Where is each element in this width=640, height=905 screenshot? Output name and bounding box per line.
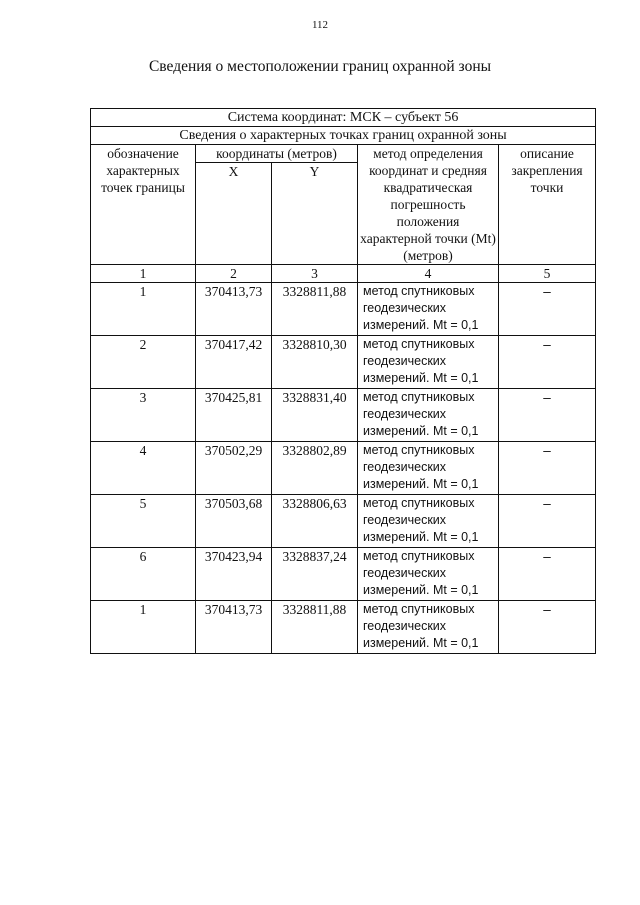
- method-cell: [358, 601, 499, 654]
- method-line: метод спутниковых: [363, 284, 475, 298]
- method-line: геодезических: [363, 301, 447, 315]
- point-description-cell: –: [499, 389, 596, 442]
- x-coordinate-cell: 370423,94: [196, 548, 272, 601]
- method-line: измерений. Mt = 0,1: [363, 424, 479, 438]
- method-cell: [358, 389, 499, 442]
- x-coordinate-cell: 370503,68: [196, 495, 272, 548]
- column-number-row: [91, 265, 596, 283]
- point-designation-cell: 3: [91, 389, 196, 442]
- y-coordinate-cell: 3328837,24: [272, 548, 358, 601]
- method-line: измерений. Mt = 0,1: [363, 530, 479, 544]
- point-designation-cell: 4: [91, 442, 196, 495]
- method-line: метод спутниковых: [363, 390, 475, 404]
- table-row: [91, 548, 596, 601]
- column-number: 4: [358, 265, 499, 283]
- table-row: [91, 495, 596, 548]
- method-line: измерений. Mt = 0,1: [363, 477, 479, 491]
- method-line: геодезических: [363, 407, 447, 421]
- column-number: 1: [91, 265, 196, 283]
- y-coordinate-cell: 3328806,63: [272, 495, 358, 548]
- point-description-cell: –: [499, 548, 596, 601]
- boundary-points-table: [90, 108, 596, 654]
- method-line: измерений. Mt = 0,1: [363, 583, 479, 597]
- point-designation-cell: 6: [91, 548, 196, 601]
- header-row: [91, 145, 596, 163]
- x-coordinate-cell: 370502,29: [196, 442, 272, 495]
- column-number: 5: [499, 265, 596, 283]
- x-coordinate-cell: 370413,73: [196, 601, 272, 654]
- method-cell: [358, 336, 499, 389]
- point-designation-cell: 1: [91, 283, 196, 336]
- point-designation-cell: 2: [91, 336, 196, 389]
- column-number: 3: [272, 265, 358, 283]
- coord-system-cell: Система координат: МСК – субъект 56: [91, 109, 596, 127]
- point-description-cell: –: [499, 336, 596, 389]
- header-designation: обозначение характерных точек границы: [91, 145, 196, 265]
- point-description-cell: –: [499, 442, 596, 495]
- table-row: [91, 601, 596, 654]
- method-cell: [358, 442, 499, 495]
- x-coordinate-cell: 370413,73: [196, 283, 272, 336]
- table-row: [91, 283, 596, 336]
- header-x: X: [196, 163, 272, 265]
- table-subtitle-cell: Сведения о характерных точках границ охранной зоны: [91, 127, 596, 145]
- header-y: Y: [272, 163, 358, 265]
- table-row: [91, 389, 596, 442]
- method-line: метод спутниковых: [363, 496, 475, 510]
- y-coordinate-cell: 3328802,89: [272, 442, 358, 495]
- method-line: геодезических: [363, 619, 447, 633]
- method-line: измерений. Mt = 0,1: [363, 636, 479, 650]
- method-line: метод спутниковых: [363, 443, 475, 457]
- method-cell: [358, 283, 499, 336]
- coord-system-row: [91, 109, 596, 127]
- column-number: 2: [196, 265, 272, 283]
- x-coordinate-cell: 370425,81: [196, 389, 272, 442]
- header-coordinates: координаты (метров): [196, 145, 358, 163]
- method-line: геодезических: [363, 460, 447, 474]
- method-line: метод спутниковых: [363, 337, 475, 351]
- method-cell: [358, 495, 499, 548]
- point-designation-cell: 5: [91, 495, 196, 548]
- header-method: метод определения координат и средняя квадратическая погрешность положения характерной точки (Mt) (метров): [358, 145, 499, 265]
- y-coordinate-cell: 3328831,40: [272, 389, 358, 442]
- method-line: геодезических: [363, 354, 447, 368]
- point-description-cell: –: [499, 495, 596, 548]
- subtitle-row: [91, 127, 596, 145]
- point-description-cell: –: [499, 601, 596, 654]
- document-title: Сведения о местоположении границ охранной зоны: [148, 58, 492, 75]
- method-line: метод спутниковых: [363, 549, 475, 563]
- method-cell: [358, 548, 499, 601]
- method-line: геодезических: [363, 566, 447, 580]
- method-line: измерений. Mt = 0,1: [363, 371, 479, 385]
- method-line: метод спутниковых: [363, 602, 475, 616]
- point-description-cell: –: [499, 283, 596, 336]
- y-coordinate-cell: 3328811,88: [272, 601, 358, 654]
- method-line: измерений. Mt = 0,1: [363, 318, 479, 332]
- page-number: 112: [311, 19, 329, 31]
- y-coordinate-cell: 3328811,88: [272, 283, 358, 336]
- x-coordinate-cell: 370417,42: [196, 336, 272, 389]
- y-coordinate-cell: 3328810,30: [272, 336, 358, 389]
- table-row: [91, 442, 596, 495]
- header-description: описание закрепления точки: [499, 145, 596, 265]
- point-designation-cell: 1: [91, 601, 196, 654]
- table-row: [91, 336, 596, 389]
- method-line: геодезических: [363, 513, 447, 527]
